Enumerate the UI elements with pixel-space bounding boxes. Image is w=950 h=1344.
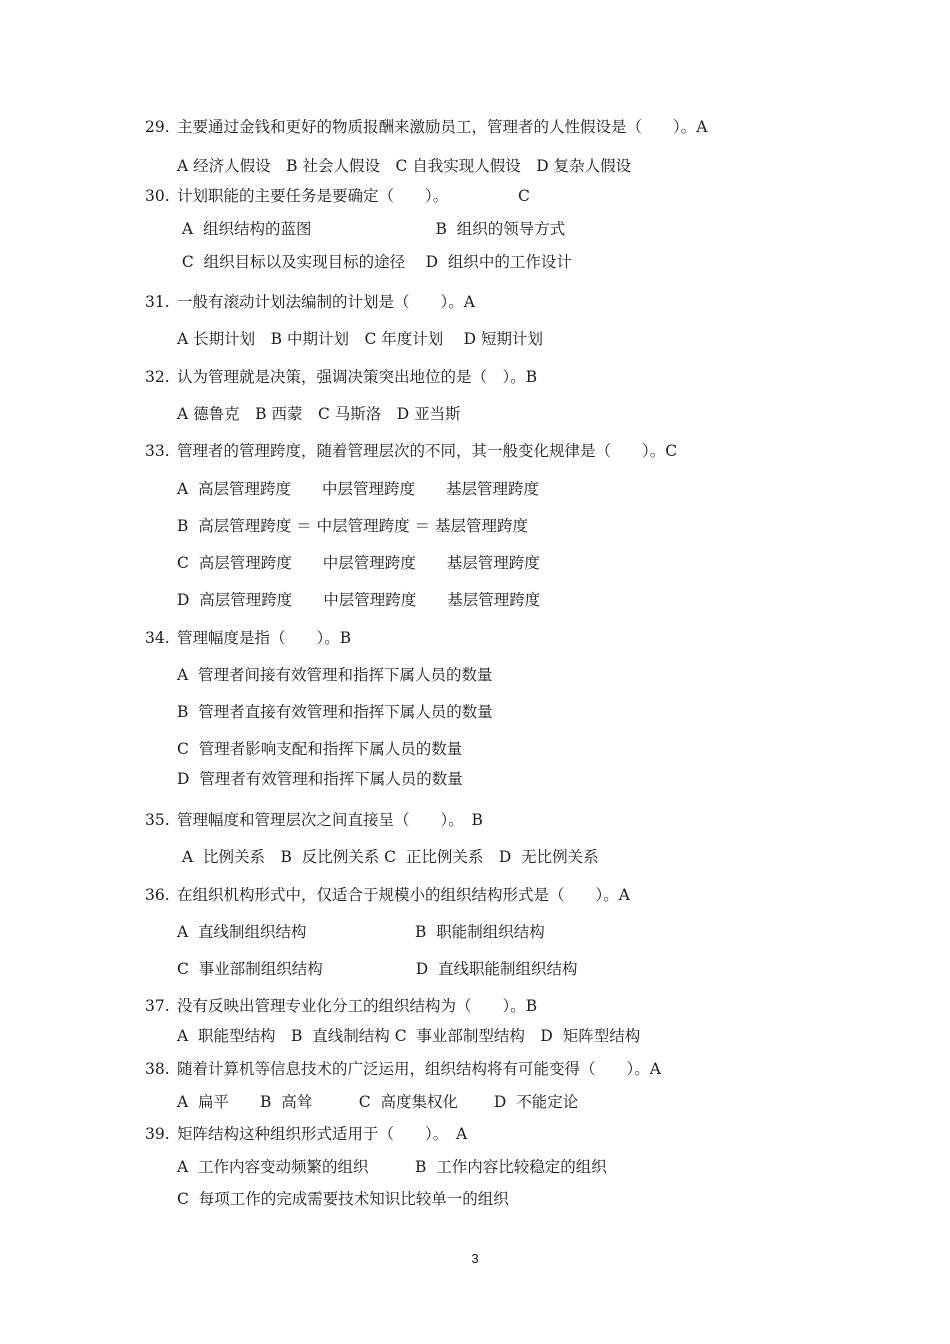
question-number: 31. — [145, 293, 170, 311]
question-options: C 高层管理跨度 中层管理跨度 基层管理跨度 — [177, 554, 540, 572]
question-options: A 工作内容变动频繁的组织 B 工作内容比较稳定的组织 — [177, 1158, 607, 1176]
question-number: 38. — [145, 1060, 170, 1078]
question-text: 计划职能的主要任务是要确定（ ）。 C — [177, 187, 530, 205]
question-number: 37. — [145, 997, 170, 1015]
page-number: 3 — [471, 1251, 479, 1266]
question-text: 一般有滚动计划法编制的计划是（ ）。A — [177, 293, 475, 311]
question-number: 29. — [145, 118, 170, 136]
question-text: 认为管理就是决策，强调决策突出地位的是（ ）。B — [177, 368, 538, 386]
question-options: C 事业部制组织结构 D 直线职能制组织结构 — [177, 960, 578, 978]
question-options: B 高层管理跨度 ＝ 中层管理跨度 ＝ 基层管理跨度 — [177, 517, 528, 535]
question-options: A 管理者间接有效管理和指挥下属人员的数量 — [177, 666, 493, 684]
question-number: 30. — [145, 187, 170, 205]
question-options: A 德鲁克 B 西蒙 C 马斯洛 D 亚当斯 — [177, 405, 461, 423]
question-text: 矩阵结构这种组织形式适用于（ ）。 A — [177, 1125, 468, 1143]
question-options: C 管理者影响支配和指挥下属人员的数量 — [177, 740, 463, 758]
question-number: 36. — [145, 886, 170, 904]
question-options: C 每项工作的完成需要技术知识比较单一的组织 — [177, 1190, 509, 1208]
question-number: 34. — [145, 629, 170, 647]
question-text: 管理幅度和管理层次之间直接呈（ ）。 B — [177, 811, 483, 829]
question-text: 管理者的管理跨度，随着管理层次的不同，其一般变化规律是（ ）。C — [177, 442, 678, 460]
question-number: 35. — [145, 811, 170, 829]
question-text: 在组织机构形式中，仅适合于规模小的组织结构形式是（ ）。A — [177, 886, 630, 904]
question-number: 32. — [145, 368, 170, 386]
question-options: A 高层管理跨度 中层管理跨度 基层管理跨度 — [177, 480, 540, 498]
question-options: A 长期计划 B 中期计划 C 年度计划 D 短期计划 — [177, 330, 544, 348]
question-text: 没有反映出管理专业化分工的组织结构为（ ）。B — [177, 997, 538, 1015]
question-text: 主要通过金钱和更好的物质报酬来激励员工，管理者的人性假设是（ ）。A — [177, 118, 708, 136]
question-options: D 管理者有效管理和指挥下属人员的数量 — [177, 770, 463, 788]
question-options: A 经济人假设 B 社会人假设 C 自我实现人假设 D 复杂人假设 — [177, 157, 632, 175]
question-number: 39. — [145, 1125, 170, 1143]
question-number: 33. — [145, 442, 170, 460]
question-options: A 职能型结构 B 直线制结构 C 事业部制型结构 D 矩阵型结构 — [177, 1027, 641, 1045]
question-text: 管理幅度是指（ ）。B — [177, 629, 352, 647]
question-options: A 直线制组织结构 B 职能制组织结构 — [177, 923, 545, 941]
question-options: D 高层管理跨度 中层管理跨度 基层管理跨度 — [177, 591, 541, 609]
question-options: A 比例关系 B 反比例关系 C 正比例关系 D 无比例关系 — [177, 848, 599, 866]
question-options: B 管理者直接有效管理和指挥下属人员的数量 — [177, 703, 493, 721]
question-options: A 扁平 B 高耸 C 高度集权化 D 不能定论 — [177, 1093, 579, 1111]
question-text: 随着计算机等信息技术的广泛运用，组织结构将有可能变得（ ）。A — [177, 1060, 661, 1078]
question-options: C 组织目标以及实现目标的途径 D 组织中的工作设计 — [177, 253, 572, 271]
question-options: A 组织结构的蓝图 B 组织的领导方式 — [177, 220, 566, 238]
